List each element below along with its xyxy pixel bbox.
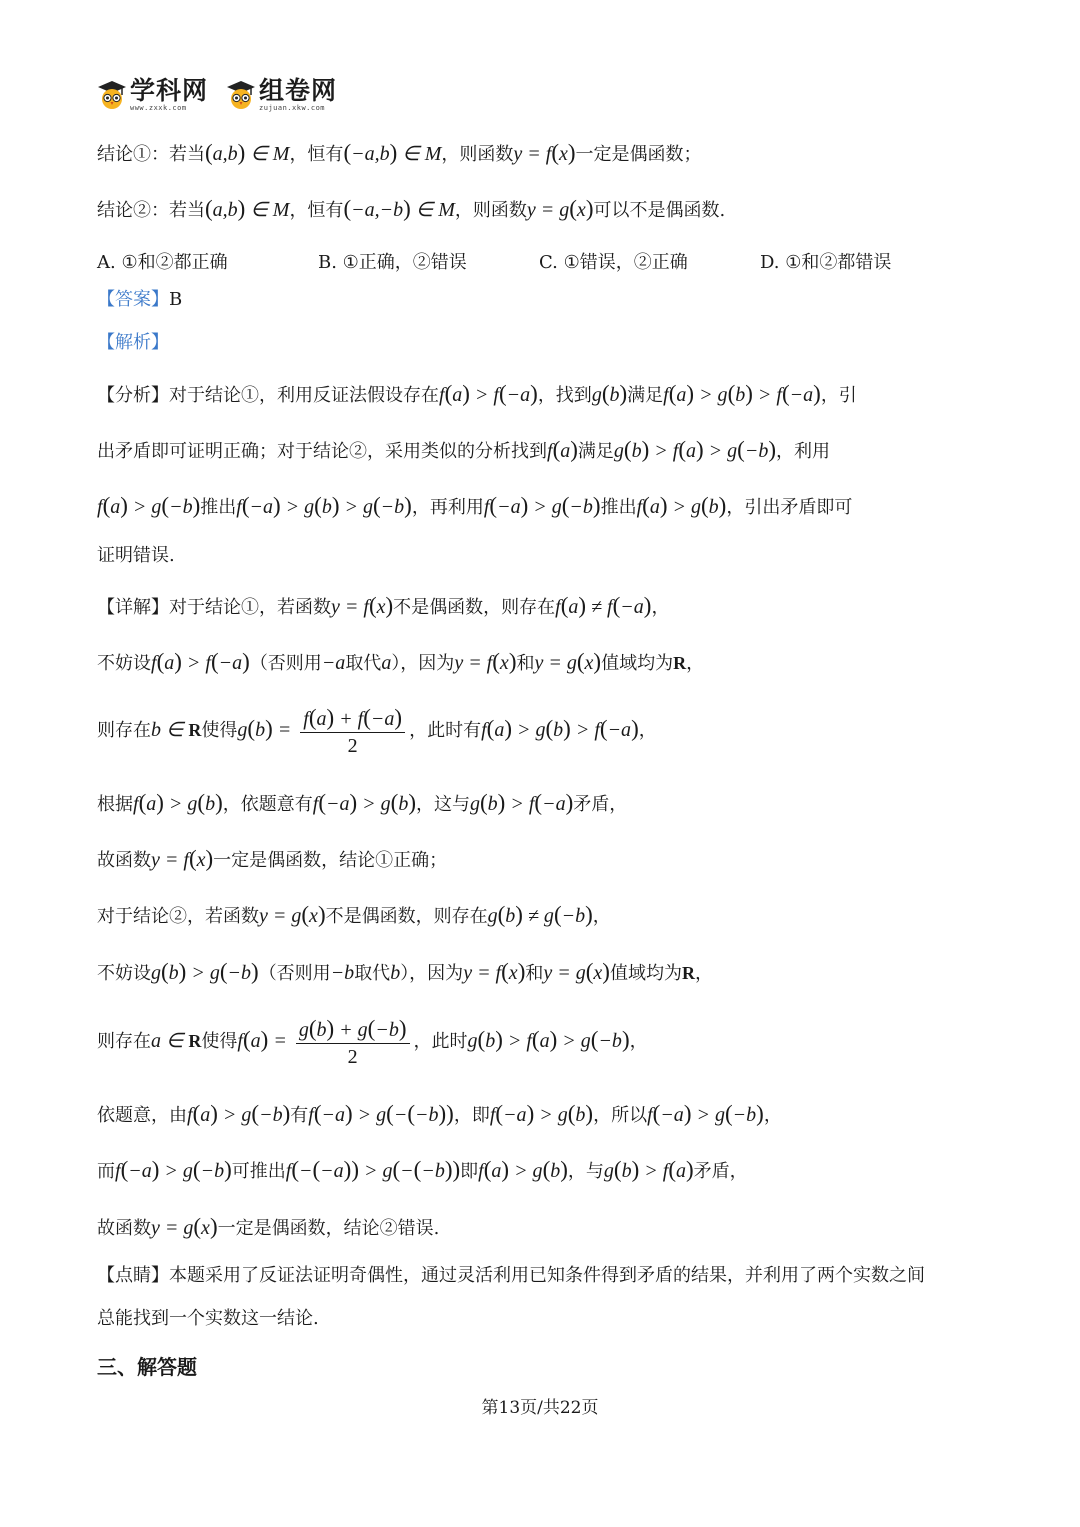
text: 根据 [97, 794, 133, 815]
zujuan-logo [226, 78, 337, 112]
text: 推出 [200, 497, 237, 518]
detail-line-6: 对于结论②，若函数y = g(x)不是偶函数，则存在g(b) ≠ g(−b)， [97, 902, 611, 927]
conclusion-label: 结论①：若当 [97, 144, 205, 165]
text: ， [686, 653, 705, 674]
analysis-line-4 [97, 547, 175, 565]
text: 值域均为 [609, 963, 682, 984]
text: 依题意，由 [97, 1105, 187, 1126]
text: ，恒有 [289, 144, 344, 165]
text: 证明错误. [97, 545, 175, 566]
text: 总能找到一个实数这一结论. [97, 1308, 319, 1329]
text: ，依题意有 [222, 794, 313, 815]
logo-name: 学科网 [130, 76, 209, 105]
text: 使得 [201, 1031, 238, 1052]
text: 即 [460, 1161, 479, 1182]
fraction: $\frac{f(a) + f(-a)}{2}$ [300, 706, 405, 756]
answer-value: B [169, 289, 183, 310]
text: 对于结论①，利用反证法假设存在 [169, 385, 439, 406]
text: 和 [525, 963, 544, 984]
text: ，恒有 [289, 200, 344, 221]
text: 则存在 [97, 1031, 151, 1052]
text: 可以不是偶函数. [593, 200, 726, 221]
text: 对于结论②，若函数 [97, 906, 259, 927]
analysis-line-2: 出矛盾即可证明正确；对于结论②，采用类似的分析找到f(a)满足g(b) > f(a) > g(−b)，利用 [97, 437, 830, 462]
text: ， [638, 720, 657, 741]
text: （否则用 [249, 653, 322, 674]
text: R [681, 963, 695, 983]
text: 满足 [627, 385, 664, 406]
analysis-line-1: 【分析】对于结论①，利用反证法假设存在f(a) > f(−a)，找到g(b)满足f(a) > g(b) > f(−a)，引 [97, 381, 857, 406]
text: 本题采用了反证法证明奇偶性，通过灵活利用已知条件得到矛盾的结果，并利用了两个实数之间 [169, 1265, 925, 1286]
text: 使得 [201, 720, 238, 741]
jiexi-tag: 【解析】 [97, 332, 169, 353]
section-title: 三、解答题 [97, 1355, 197, 1379]
text: 一定是偶函数； [575, 144, 702, 165]
text: 一定是偶函数，结论①正确； [213, 850, 448, 871]
text: 矛盾， [573, 794, 628, 815]
dianjing-line-1 [97, 1267, 925, 1285]
analysis-tag: 【分析】 [97, 385, 169, 406]
dianjing-line-2 [97, 1310, 319, 1328]
text: ，找到 [537, 385, 592, 406]
conclusion-1: 结论①：若当(a,b) ∈ M，恒有(−a,b) ∈ M，则函数y = f(x)一定是偶函数； [97, 140, 702, 165]
detail-line-3: 则存在b ∈ R使得g(b) = $\frac{f(a) + f(-a)}{2}$ ，此时有f(a) > g(b) > f(−a)， [97, 705, 657, 757]
text: ，此时 [413, 1031, 468, 1052]
dianjing-tag: 【点睛】 [97, 1265, 169, 1286]
detail-line-8: 则存在a ∈ R使得f(a) = $\frac{g(b) + g(-b)}{2}$ ，此时g(b) > f(a) > g(−b)， [97, 1016, 648, 1068]
answer-line [97, 291, 182, 309]
text: 值域均为 [601, 653, 674, 674]
answer-tag: 【答案】 [97, 289, 169, 310]
detail-line-10: 而f(−a) > g(−b)可推出f(−(−a)) > g(−(−b))即f(a) > g(b)，与g(b) > f(a)矛盾， [97, 1157, 748, 1182]
text: 一定是偶函数，结论②错误. [217, 1218, 440, 1239]
text: R [673, 653, 687, 673]
text: ， [694, 963, 713, 984]
text: 不是偶函数，则存在 [393, 597, 556, 618]
page-footer: 第13页/共22页 [481, 1398, 599, 1418]
text: 推出 [600, 497, 637, 518]
text: ），因为 [400, 963, 464, 984]
text: 和 [516, 653, 535, 674]
text: 不是偶函数，则存在 [325, 906, 488, 927]
text: 则存在 [97, 720, 151, 741]
text: ， [763, 1105, 782, 1126]
text: 取代 [354, 963, 391, 984]
option-c: C. ①错误，②正确 [539, 252, 688, 273]
analysis-line-3: f(a) > g(−b)推出f(−a) > g(b) > g(−b)，再利用f(−a) > g(−b)推出f(a) > g(b)，引出矛盾即可 [97, 493, 853, 518]
text: ，这与 [416, 794, 470, 815]
text: （否则用 [258, 963, 331, 984]
owl-mascot-icon [226, 80, 256, 110]
text: ， [651, 597, 670, 618]
text: ，利用 [776, 441, 830, 462]
text: 有 [290, 1105, 309, 1126]
detail-line-7: 不妨设g(b) > g(−b)（否则用−b取代b），因为y = f(x)和y = g(x)值域均为R， [97, 959, 713, 984]
text: ），因为 [391, 653, 455, 674]
detail-line-4: 根据f(a) > g(b)，依题意有f(−a) > g(b)，这与g(b) > f(−a)矛盾， [97, 790, 628, 815]
text: ，与 [567, 1161, 604, 1182]
text: 矛盾， [693, 1161, 748, 1182]
text: ，则函数 [454, 200, 527, 221]
text: ， [592, 906, 611, 927]
detail-line-9: 依题意，由f(a) > g(−b)有f(−a) > g(−(−b))，即f(−a) > g(b)，所以f(−a) > g(−b)， [97, 1101, 782, 1126]
option-b: B. ①正确，②错误 [318, 252, 467, 273]
detail-line-2: 不妨设f(a) > f(−a)（否则用−a取代a），因为y = f(x)和y = g(x)值域均为R， [97, 649, 705, 674]
logo-name: 组卷网 [259, 76, 338, 105]
text: R [188, 1031, 202, 1051]
option-d: D. ①和②都错误 [760, 252, 892, 273]
detail-line-11: 故函数y = g(x)一定是偶函数，结论②错误. [97, 1214, 440, 1239]
text: ，所以 [593, 1105, 648, 1126]
text: 而 [97, 1161, 115, 1182]
logo-url: zujuan.xkw.com [259, 104, 326, 112]
text: R [188, 720, 202, 740]
jiexi-line [97, 334, 169, 352]
owl-mascot-icon [97, 80, 127, 110]
fraction: $\frac{g(b) + g(-b)}{2}$ [296, 1017, 410, 1067]
text: 不妨设 [97, 963, 151, 984]
text: 出矛盾即可证明正确；对于结论②，采用类似的分析找到 [97, 441, 547, 462]
text: 对于结论①，若函数 [169, 597, 331, 618]
text: 满足 [577, 441, 614, 462]
text: ，即 [453, 1105, 490, 1126]
text: 故函数 [97, 850, 151, 871]
text: ，则函数 [441, 144, 514, 165]
text: 取代 [345, 653, 382, 674]
logo-url: www.zxxk.com [130, 104, 187, 112]
text: ， [629, 1031, 648, 1052]
text: 不妨设 [97, 653, 151, 674]
text: ，引出矛盾即可 [726, 497, 853, 518]
text: ，引 [820, 385, 857, 406]
text: ，再利用 [411, 497, 484, 518]
conclusion-label: 结论②：若当 [97, 200, 205, 221]
zxxk-logo [97, 78, 208, 112]
option-a: A. ①和②都正确 [97, 252, 228, 273]
detail-tag: 【详解】 [97, 597, 169, 618]
detail-line-5: 故函数y = f(x)一定是偶函数，结论①正确； [97, 846, 448, 871]
text: 可推出 [231, 1161, 286, 1182]
detail-line-1: 【详解】对于结论①，若函数y = f(x)不是偶函数，则存在f(a) ≠ f(−a)， [97, 593, 670, 618]
text: 故函数 [97, 1218, 151, 1239]
text: ，此时有 [409, 720, 482, 741]
header-logos [97, 78, 337, 112]
conclusion-2: 结论②：若当(a,b) ∈ M，恒有(−a,−b) ∈ M，则函数y = g(x)可以不是偶函数. [97, 196, 726, 221]
